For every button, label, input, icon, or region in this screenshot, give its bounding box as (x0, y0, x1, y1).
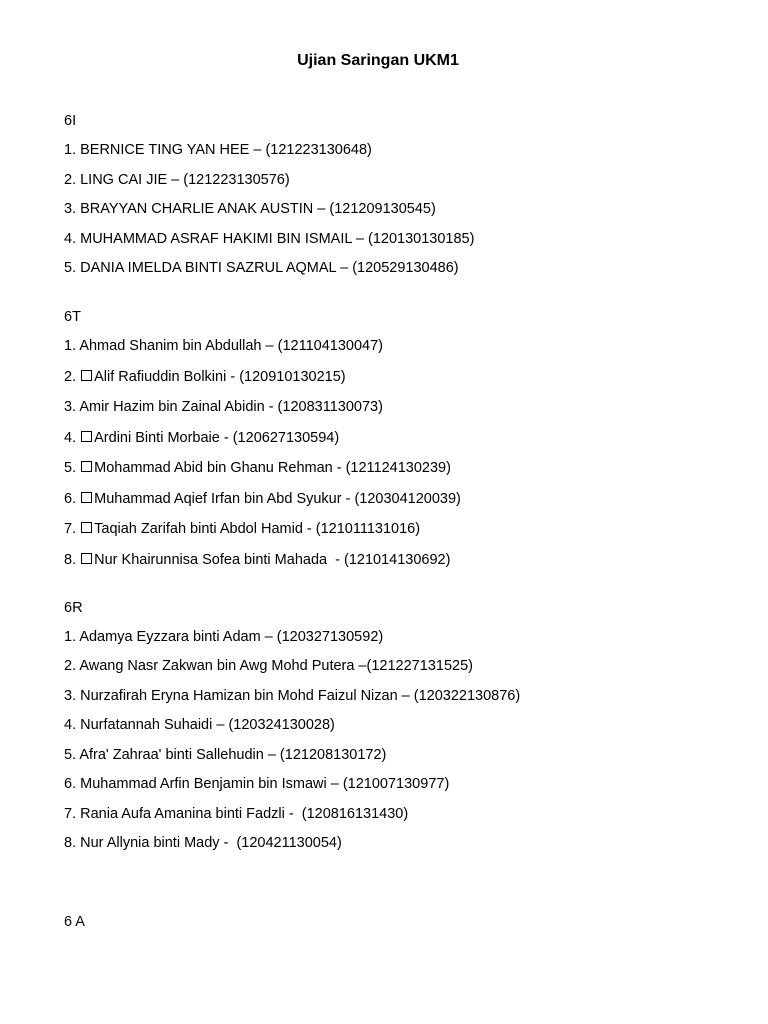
entry-number: 6. (64, 490, 77, 507)
class-heading: 6T (64, 309, 81, 325)
entry-text: Mohammad Abid bin Ghanu Rehman - (121124130239) (94, 460, 451, 476)
student-entry: 3. Amir Hazim bin Zainal Abidin - (120831130073) (64, 399, 383, 415)
class-heading: 6 A (64, 914, 85, 930)
document-title: Ujian Saringan UKM1 (297, 52, 459, 69)
entry-text: Ardini Binti Morbaie - (120627130594) (94, 429, 340, 446)
entry-number: 4. (64, 429, 77, 446)
class-heading: 6I (64, 113, 77, 129)
student-entry: 3. BRAYYAN CHARLIE ANAK AUSTIN – (121209130545) (64, 201, 436, 217)
entry-number: 8. (64, 551, 77, 568)
student-entry: 1. Ahmad Shanim bin Abdullah – (121104130047) (64, 338, 383, 354)
checkbox-icon (81, 553, 92, 564)
student-entry (64, 519, 744, 539)
student-entry: 7. Rania Aufa Amanina binti Fadzli - (120816131430) (64, 805, 409, 822)
document-body (64, 111, 744, 961)
class-heading: 6R (64, 599, 83, 616)
student-entry: 5. Afra' Zahraa' binti Sallehudin – (121208130172) (64, 746, 387, 763)
entry-text: Taqiah Zarifah binti Abdol Hamid - (121011131016) (94, 521, 421, 537)
student-entry: 1. BERNICE TING YAN HEE – (121223130648) (64, 142, 372, 158)
checkbox-icon (81, 492, 92, 503)
checkbox-icon (81, 370, 92, 381)
checkbox-icon (81, 431, 92, 442)
student-entry: 4. MUHAMMAD ASRAF HAKIMI BIN ISMAIL – (120130130185) (64, 230, 475, 247)
student-entry: 4. Nurfatannah Suhaidi – (120324130028) (64, 717, 335, 733)
student-entry (64, 489, 744, 509)
entry-text: Muhammad Aqief Irfan bin Abd Syukur - (120304120039) (94, 490, 461, 507)
student-entry (64, 458, 744, 478)
entry-text: Nur Khairunnisa Sofea binti Mahada - (121014130692) (94, 551, 451, 568)
student-entry: 3. Nurzafirah Eryna Hamizan bin Mohd Faizul Nizan – (120322130876) (64, 687, 521, 704)
student-entry: 8. Nur Allynia binti Mady - (120421130054) (64, 835, 342, 851)
class-section-6t (64, 307, 744, 570)
student-entry: 2. Awang Nasr Zakwan bin Awg Mohd Putera –(121227131525) (64, 658, 473, 674)
class-section-6i (64, 111, 744, 278)
student-entry (64, 367, 744, 387)
entry-number: 2. (64, 368, 77, 385)
checkbox-icon (81, 522, 92, 533)
class-section-6r (64, 598, 744, 854)
checkbox-icon (81, 461, 92, 472)
student-entry: 1. Adamya Eyzzara binti Adam – (120327130592) (64, 628, 384, 645)
entry-text: Alif Rafiuddin Bolkini - (120910130215) (94, 368, 346, 385)
student-entry (64, 550, 744, 570)
entry-number: 7. (64, 521, 77, 537)
class-section-6a (64, 912, 744, 932)
student-entry (64, 428, 744, 448)
student-entry: 6. Muhammad Arfin Benjamin bin Ismawi – (121007130977) (64, 776, 450, 792)
student-entry: 5. DANIA IMELDA BINTI SAZRUL AQMAL – (120529130486) (64, 260, 459, 276)
student-entry: 2. LING CAI JIE – (121223130576) (64, 171, 290, 188)
entry-number: 5. (64, 460, 77, 476)
